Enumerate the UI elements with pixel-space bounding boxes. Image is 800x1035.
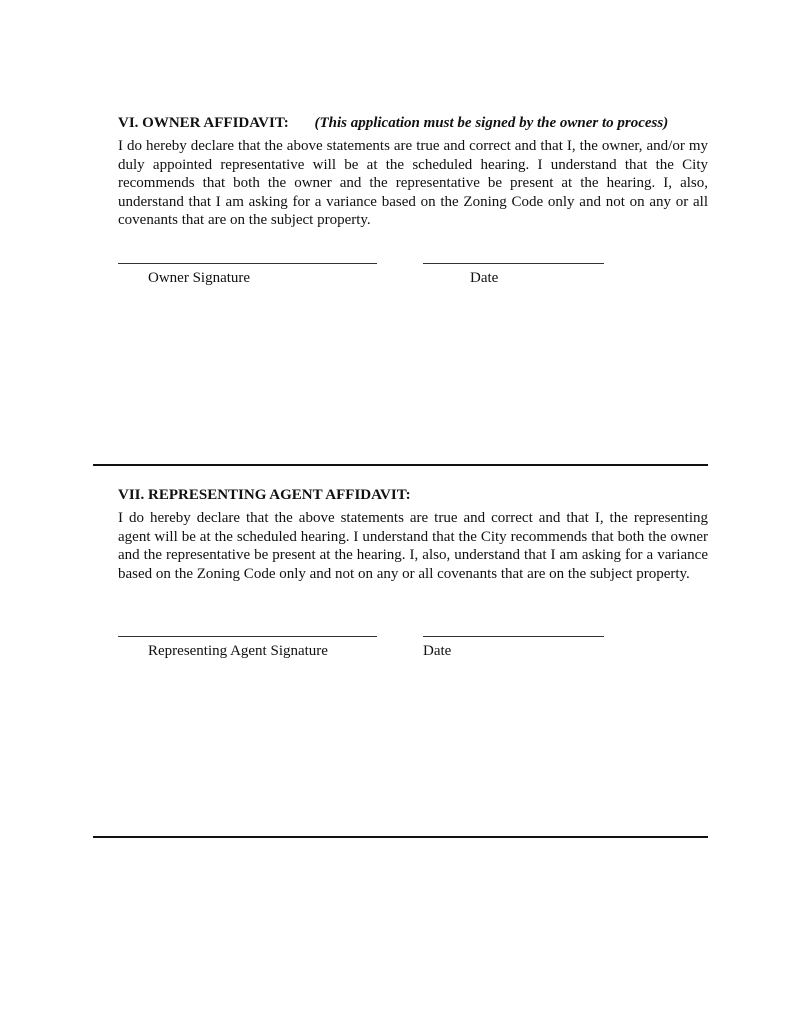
section-title: OWNER AFFIDAVIT: <box>142 115 289 131</box>
owner-date-line[interactable] <box>423 263 604 264</box>
section-title: REPRESENTING AGENT AFFIDAVIT: <box>148 487 411 503</box>
agent-signature-line[interactable] <box>118 636 377 637</box>
section-divider <box>93 464 708 466</box>
owner-affidavit-section <box>118 114 708 230</box>
owner-date-label: Date <box>470 270 499 286</box>
agent-signature-label: Representing Agent Signature <box>148 643 328 659</box>
section-number: VI. <box>118 115 139 131</box>
agent-affidavit-heading <box>118 486 708 504</box>
section-number: VII. <box>118 487 145 503</box>
owner-signature-line[interactable] <box>118 263 377 264</box>
section-divider <box>93 836 708 838</box>
section-note: (This application must be signed by the owner to process) <box>314 115 669 131</box>
agent-signature-row <box>118 636 708 676</box>
agent-date-line[interactable] <box>423 636 604 637</box>
agent-date-label: Date <box>423 643 452 659</box>
agent-affidavit-body: I do hereby declare that the above statements are true and correct and that I, the representing agent will be at the scheduled hearing. I understand that the City recommends that both the owner and the representative be present at the hearing. I, also, understand that I am asking for a variance based on the Zoning Code only and not on any or all covenants that are on the subject property. <box>118 510 708 582</box>
owner-signature-label: Owner Signature <box>148 270 251 286</box>
owner-affidavit-heading <box>118 114 708 132</box>
owner-affidavit-body: I do hereby declare that the above statements are true and correct and that I, the owner, and/or my duly appointed representative will be at the scheduled hearing. I understand that the City recommends that both the owner and the representative be present at the hearing. I, also, understand that I am asking for a variance based on the Zoning Code only and not on any or all covenants that are on the subject property. <box>118 138 708 228</box>
agent-affidavit-section <box>118 486 708 583</box>
owner-signature-row <box>118 263 708 303</box>
